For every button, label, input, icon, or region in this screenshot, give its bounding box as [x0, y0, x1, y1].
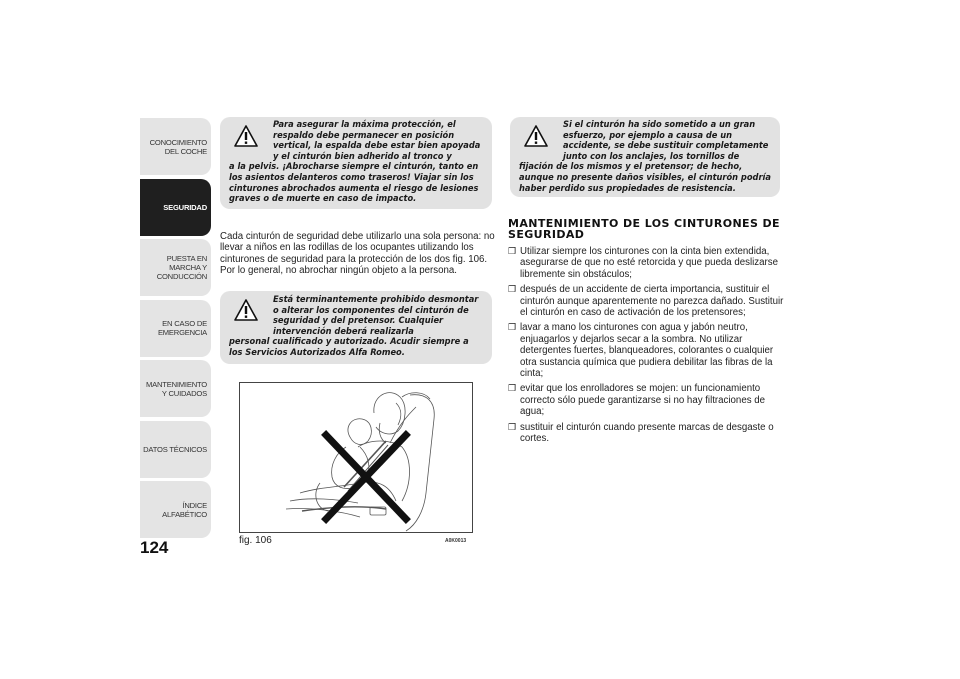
tab-indice-alfabetico[interactable] [140, 481, 211, 538]
section-title: MANTENIMIENTO DE LOS CINTURONES DE SEGURIDAD [508, 217, 780, 241]
list-item-text: Utilizar siempre los cinturones con la cinta bien extendida, asegurarse de que no esté retorcida y que pueda deslizarse libremente sin obstáculos; [520, 246, 778, 280]
list-item [508, 246, 786, 280]
tab-label: EN CASO DE EMERGENCIA [157, 319, 207, 337]
tab-label: PUESTA EN MARCHA Y CONDUCCIÓN [156, 254, 207, 281]
warning-box-seatback [220, 117, 492, 209]
tab-en-caso-de-emergencia[interactable] [140, 300, 211, 357]
warning-text-head: Si el cinturón ha sido sometido a un gran esfuerzo, por ejemplo a causa de un accidente, se debe sustituir completamente junto con los anclajes, los tornillos de [563, 119, 769, 162]
list-item [508, 284, 786, 318]
chapter-tabs [140, 118, 211, 542]
list-item-text: lavar a mano los cinturones con agua y jabón neutro, enjuagarlos y dejarlos secar a la sombra. No utilizar detergentes fuertes, blanqueadores, colorantes o cualquier otra sustancia química que pudiera debilitar las fibras de la cinta; [520, 322, 774, 380]
warning-triangle-icon [524, 125, 548, 147]
page-number: 124 [140, 538, 169, 557]
tab-conocimiento-del-coche[interactable] [140, 118, 211, 175]
warning-text-body: a la pelvis. ¡Abrocharse siempre el cinturón, tanto en los asientos delanteros como traseros! Viajar sin los cinturones abrochados aumenta el riesgo de lesiones graves o de muerte en caso de impacto. [229, 161, 479, 205]
seatbelt-child-illustration [240, 383, 472, 532]
figure-caption: fig. 106 [239, 535, 272, 546]
checkbox-bullet-icon: ❒ [508, 322, 517, 333]
tab-datos-tecnicos[interactable] [140, 421, 211, 478]
figure-106 [239, 382, 473, 533]
tab-label: SEGURIDAD [163, 202, 207, 212]
warning-triangle-icon [234, 299, 258, 321]
checkbox-bullet-icon: ❒ [508, 421, 517, 432]
checkbox-bullet-icon: ❒ [508, 284, 517, 295]
tab-label: DATOS TÉCNICOS [143, 444, 207, 454]
warning-text-body: personal cualificado y autorizado. Acudir siempre a los Servicios Autorizados Alfa Romeo. [229, 336, 469, 358]
warning-text-head: Está terminantemente prohibido desmontar o alterar los componentes del cinturón de seguridad y del pretensor. Cualquier intervención deberá realizarla [273, 294, 479, 337]
tab-label: MANTENIMIENTO Y CUIDADOS [146, 379, 207, 398]
warning-box-replacement [510, 117, 780, 197]
list-item-text: después de un accidente de cierta importancia, sustituir el cinturón aunque aparentemente no parezca dañado. Sustituir el cinturón en caso de activación de los pretensores; [520, 284, 784, 319]
warning-triangle-icon [234, 125, 258, 147]
tab-mantenimiento-y-cuidados[interactable] [140, 360, 211, 417]
tab-seguridad[interactable] [140, 179, 211, 236]
body-paragraph: Cada cinturón de seguridad debe utilizarlo una sola persona: no llevar a niños en las rodillas de los ocupantes utilizando los cinturones de seguridad para la protección de los dos fig. 106. Por lo general, no abrochar ningún objeto a la persona. [220, 231, 495, 277]
list-item-text: evitar que los enrolladores se mojen: un funcionamiento correcto sólo puede garantizarse si no hay filtraciones de agua; [520, 383, 766, 418]
figure-code: A0K0013 [445, 538, 467, 544]
warning-box-tampering [220, 291, 492, 364]
warning-text-head: Para asegurar la máxima protección, el respaldo debe permanecer en posición vertical, la espalda debe estar bien apoyada y el cinturón bien adherido al tronco y [273, 119, 481, 162]
tab-puesta-en-marcha[interactable] [140, 239, 211, 296]
warning-text-body: fijación de los mismos y el pretensor; de hecho, aunque no presente daños visibles, el cinturón podría haber perdido sus propiedades de resistencia. [519, 161, 771, 194]
maintenance-list [508, 246, 786, 449]
tab-label: CONOCIMIENTO DEL COCHE [149, 137, 207, 156]
list-item [508, 322, 786, 379]
list-item-text: sustituir el cinturón cuando presente marcas de desgaste o cortes. [520, 421, 774, 445]
tab-label: ÍNDICE ALFABÉTICO [162, 500, 207, 519]
list-item [508, 422, 786, 445]
checkbox-bullet-icon: ❒ [508, 383, 517, 394]
list-item [508, 383, 786, 417]
checkbox-bullet-icon: ❒ [508, 246, 517, 256]
